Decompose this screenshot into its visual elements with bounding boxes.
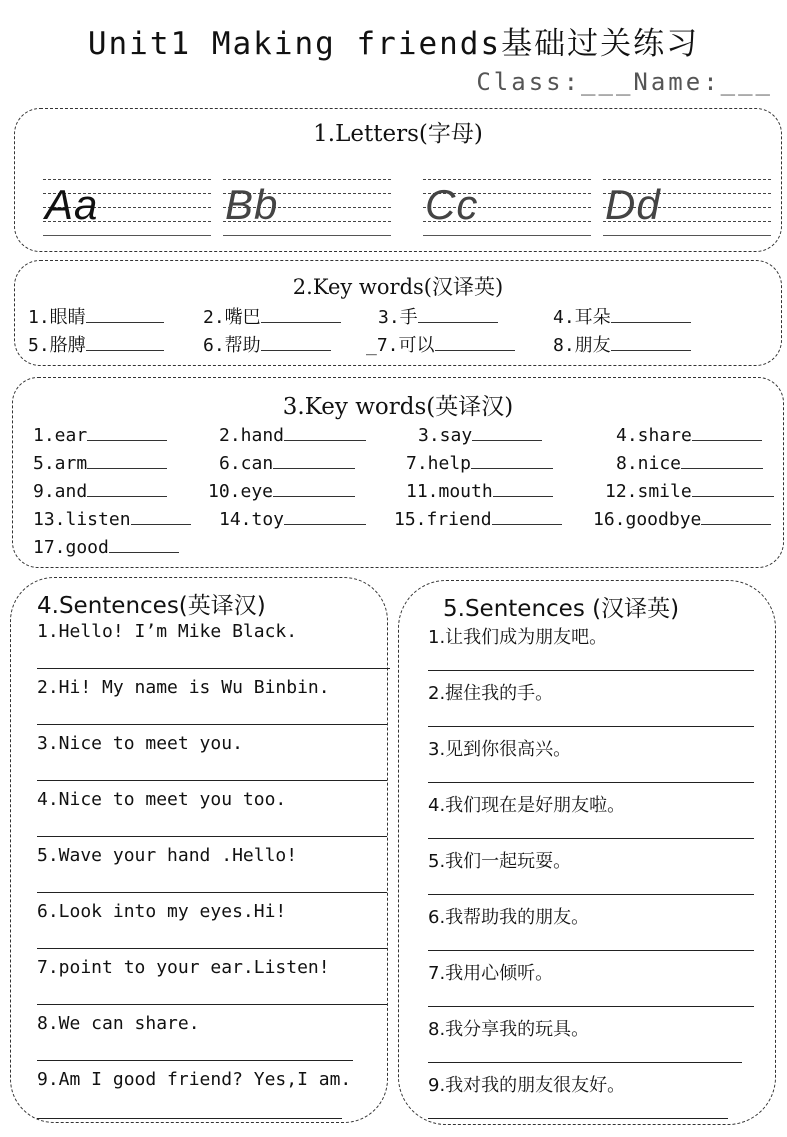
answer-line[interactable]: [428, 838, 754, 839]
answer-blank[interactable]: [86, 306, 164, 323]
sentence-item: 2.握住我的手。: [428, 683, 554, 704]
word-item: 5.arm: [33, 452, 167, 474]
answer-line[interactable]: [37, 1004, 387, 1005]
answer-blank[interactable]: [472, 424, 542, 441]
answer-line[interactable]: [428, 782, 754, 783]
answer-blank[interactable]: [418, 306, 498, 323]
word-item: 2.hand: [219, 424, 366, 446]
answer-blank[interactable]: [261, 306, 341, 323]
sentence-item: 8.我分享我的玩具。: [428, 1019, 590, 1040]
word-item: 9.and: [33, 480, 167, 502]
answer-line[interactable]: [428, 1062, 742, 1063]
class-name-line: Class:___Name:___: [476, 68, 773, 96]
answer-blank[interactable]: [87, 480, 167, 497]
answer-blank[interactable]: [87, 452, 167, 469]
sentence-item: 5.Wave your hand .Hello!: [37, 845, 298, 866]
answer-blank[interactable]: [284, 424, 366, 441]
letters-heading: 1.Letters(字母): [313, 121, 483, 147]
answer-blank[interactable]: [692, 424, 762, 441]
answer-blank[interactable]: [701, 508, 771, 525]
sentence-item: 7.我用心倾听。: [428, 963, 554, 984]
answer-blank[interactable]: [492, 508, 562, 525]
answer-blank[interactable]: [493, 480, 553, 497]
answer-blank[interactable]: [692, 480, 774, 497]
word-item: 12.smile: [605, 480, 774, 502]
word-item: 14.toy: [219, 508, 366, 530]
answer-line[interactable]: [428, 1006, 754, 1007]
letter-writing-lines-bb: [223, 169, 391, 247]
sentence-item: 1.让我们成为朋友吧。: [428, 627, 608, 648]
answer-blank[interactable]: [261, 334, 331, 351]
word-item: 8.朋友: [553, 331, 691, 357]
sentences-en-cn-heading: 4.Sentences(英译汉): [37, 593, 266, 619]
word-item: 6.帮助: [203, 331, 331, 357]
answer-line[interactable]: [37, 1118, 342, 1119]
answer-blank[interactable]: [284, 508, 366, 525]
word-item: 11.mouth: [406, 480, 553, 502]
keywords-en-cn-heading: 3.Key words(英译汉): [282, 394, 514, 420]
sentences-cn-en-heading: 5.Sentences (汉译英): [443, 596, 680, 622]
answer-line[interactable]: [428, 726, 754, 727]
answer-blank[interactable]: [131, 508, 191, 525]
word-item: 1.ear: [33, 424, 167, 446]
sentence-item: 6.Look into my eyes.Hi!: [37, 901, 287, 922]
letter-dd: Dd: [605, 181, 661, 228]
sentence-item: 7.point to your ear.Listen!: [37, 957, 330, 978]
letter-writing-lines-cc: [423, 169, 591, 247]
answer-line[interactable]: [37, 892, 387, 893]
letter-bb: Bb: [225, 181, 279, 228]
word-item: _7.可以: [366, 331, 515, 357]
answer-line[interactable]: [37, 1060, 353, 1061]
letters-section: [14, 108, 782, 252]
answer-blank[interactable]: [86, 334, 164, 351]
word-item: 4.share: [616, 424, 762, 446]
word-item: 17.good: [33, 536, 179, 558]
answer-blank[interactable]: [435, 334, 515, 351]
answer-blank[interactable]: [87, 424, 167, 441]
word-item: 3.say: [418, 424, 542, 446]
word-item: 6.can: [219, 452, 355, 474]
word-item: 7.help: [406, 452, 553, 474]
answer-blank[interactable]: [681, 452, 763, 469]
sentence-item: 6.我帮助我的朋友。: [428, 907, 590, 928]
sentence-item: 4.我们现在是好朋友啦。: [428, 795, 626, 816]
answer-line[interactable]: [428, 894, 754, 895]
sentence-item: 3.见到你很高兴。: [428, 739, 572, 760]
answer-line[interactable]: [37, 724, 387, 725]
sentence-item: 8.We can share.: [37, 1013, 200, 1034]
word-item: 13.listen: [33, 508, 191, 530]
sentence-item: 3.Nice to meet you.: [37, 733, 243, 754]
answer-blank[interactable]: [273, 452, 355, 469]
answer-blank[interactable]: [611, 334, 691, 351]
sentence-item: 5.我们一起玩耍。: [428, 851, 572, 872]
sentence-item: 1.Hello! I’m Mike Black.: [37, 621, 298, 642]
word-item: 1.眼睛: [28, 303, 164, 329]
word-item: 4.耳朵: [553, 303, 691, 329]
letter-writing-lines-aa: [43, 169, 211, 247]
word-item: 15.friend: [394, 508, 562, 530]
letter-cc: Cc: [425, 181, 479, 228]
sentence-item: 9.我对我的朋友很友好。: [428, 1075, 626, 1096]
sentence-item: 4.Nice to meet you too.: [37, 789, 287, 810]
answer-blank[interactable]: [273, 480, 355, 497]
worksheet-title: Unit1 Making friends基础过关练习: [87, 26, 700, 62]
answer-blank[interactable]: [109, 536, 179, 553]
answer-blank[interactable]: [611, 306, 691, 323]
letter-writing-lines-dd: [603, 169, 771, 247]
keywords-cn-en-heading: 2.Key words(汉译英): [292, 275, 504, 299]
answer-line[interactable]: [428, 670, 754, 671]
sentence-item: 9.Am I good friend? Yes,I am.: [37, 1069, 352, 1090]
word-item: 5.胳膊: [28, 331, 164, 357]
letter-aa: Aa: [45, 181, 99, 228]
word-item: 3.手: [378, 303, 498, 329]
answer-line[interactable]: [37, 948, 387, 949]
answer-line[interactable]: [428, 950, 754, 951]
answer-line[interactable]: [428, 1118, 728, 1119]
word-item: 16.goodbye: [593, 508, 771, 530]
sentence-item: 2.Hi! My name is Wu Binbin.: [37, 677, 330, 698]
answer-blank[interactable]: [471, 452, 553, 469]
word-item: 2.嘴巴: [203, 303, 341, 329]
word-item: 10.eye: [208, 480, 355, 502]
answer-line[interactable]: [37, 836, 387, 837]
word-item: 8.nice: [616, 452, 763, 474]
answer-line[interactable]: [37, 668, 390, 669]
answer-line[interactable]: [37, 780, 387, 781]
